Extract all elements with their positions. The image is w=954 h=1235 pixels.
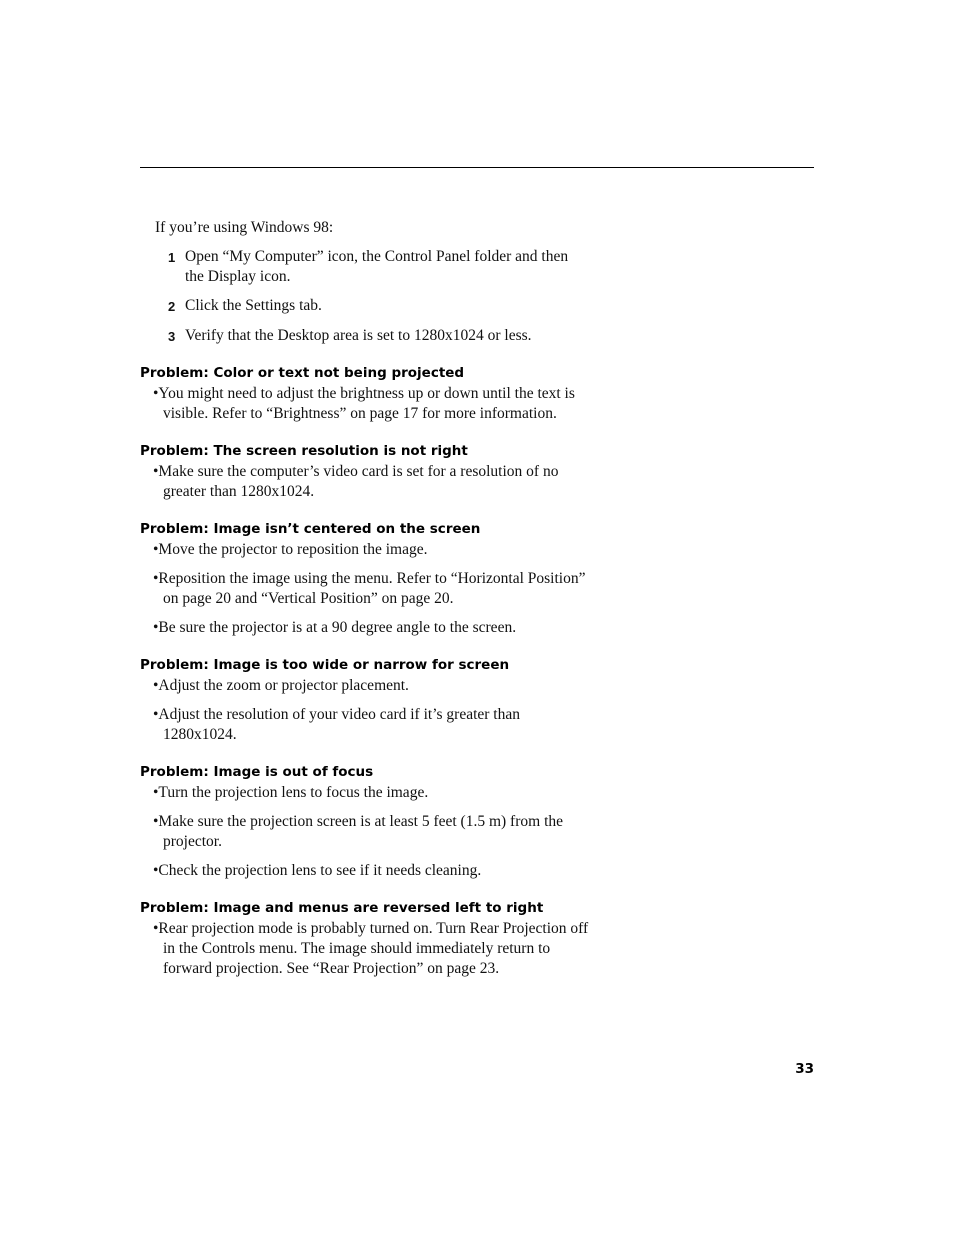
problem-heading: Problem: Image and menus are reversed left to right bbox=[140, 900, 544, 916]
page-content bbox=[140, 218, 600, 988]
problem-heading: Problem: Color or text not being projected bbox=[140, 365, 465, 381]
step-text: Open “My Computer” icon, the Control Panel folder and then the Display icon. bbox=[185, 248, 569, 285]
step-text: Verify that the Desktop area is set to 1280x1024 or less. bbox=[185, 327, 532, 344]
step-number: 2 bbox=[168, 299, 176, 314]
problem-section bbox=[140, 520, 600, 638]
bullet-item: •Turn the projection lens to focus the image. bbox=[153, 784, 429, 801]
problem-section bbox=[140, 763, 600, 881]
bullet-item: •Reposition the image using the menu. Refer to “Horizontal Position” on page 20 and “Vertical Position” on page 20. bbox=[153, 570, 586, 607]
problem-section bbox=[140, 364, 600, 424]
intro-text: If you’re using Windows 98: bbox=[155, 219, 334, 236]
problem-heading: Problem: The screen resolution is not right bbox=[140, 443, 468, 459]
problem-section bbox=[140, 899, 600, 979]
problem-heading: Problem: Image is out of focus bbox=[140, 764, 374, 780]
step-text: Click the Settings tab. bbox=[185, 297, 322, 314]
step-number: 3 bbox=[168, 329, 176, 344]
bullet-item: •Rear projection mode is probably turned on. Turn Rear Projection off in the Controls menu. The image should immediately return to forward projection. See “Rear Projection” on page 23. bbox=[153, 920, 589, 977]
step-item bbox=[168, 247, 600, 287]
problem-heading: Problem: Image isn’t centered on the screen bbox=[140, 521, 481, 537]
bullet-item: •Move the projector to reposition the image. bbox=[153, 541, 428, 558]
bullet-item: •Adjust the resolution of your video card if it’s greater than 1280x1024. bbox=[153, 706, 520, 743]
step-number: 1 bbox=[168, 250, 176, 265]
bullet-item: •Make sure the computer’s video card is set for a resolution of no greater than 1280x1024. bbox=[153, 463, 559, 500]
header-rule bbox=[140, 167, 814, 168]
problem-section bbox=[140, 442, 600, 502]
problem-heading: Problem: Image is too wide or narrow for screen bbox=[140, 657, 510, 673]
bullet-item: •Check the projection lens to see if it needs cleaning. bbox=[153, 862, 482, 879]
step-item bbox=[168, 326, 600, 347]
step-item bbox=[168, 296, 600, 317]
page-number: 33 bbox=[795, 1061, 814, 1077]
bullet-item: •You might need to adjust the brightness up or down until the text is visible. Refer to “Brightness” on page 17 for more information. bbox=[153, 385, 575, 422]
bullet-item: •Be sure the projector is at a 90 degree angle to the screen. bbox=[153, 619, 517, 636]
bullet-item: •Make sure the projection screen is at least 5 feet (1.5 m) from the projector. bbox=[153, 813, 564, 850]
problem-section bbox=[140, 656, 600, 745]
bullet-item: •Adjust the zoom or projector placement. bbox=[153, 677, 409, 694]
